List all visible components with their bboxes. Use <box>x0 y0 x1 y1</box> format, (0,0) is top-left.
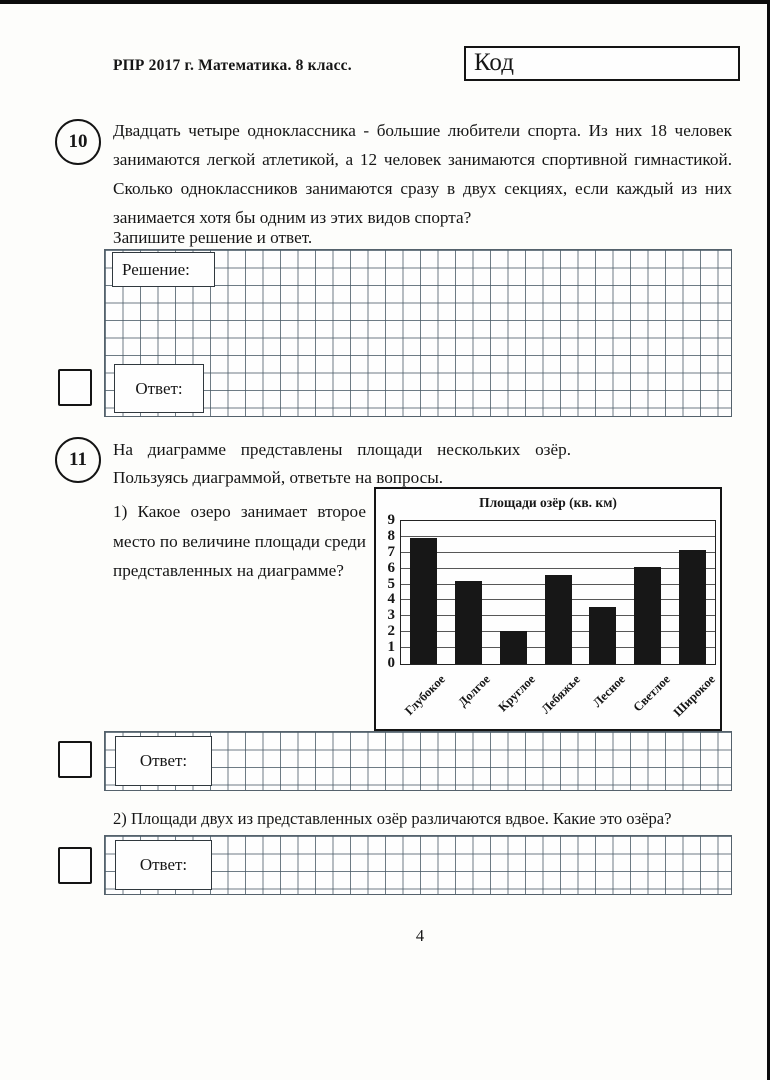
problem-11-answer-2-score-box <box>58 847 92 884</box>
page-number: 4 <box>415 926 425 945</box>
chart-y-tick-label: 6 <box>387 559 395 576</box>
problem-10-score-box <box>58 369 92 406</box>
chart-y-tick-label: 2 <box>387 623 395 640</box>
chart-x-category-label: Лебяжье <box>538 672 583 717</box>
problem-11-answer-2-grid <box>104 835 732 895</box>
problem-10-instruction: Запишите решение и ответ. <box>113 228 313 247</box>
chart-y-tick-label: 3 <box>387 607 395 624</box>
chart-bar <box>634 567 661 664</box>
problem-11-question-2: 2) Площади двух из представленных озёр различаются вдвое. Какие это озёра? <box>113 809 672 828</box>
chart-title: Площади озёр (кв. км) <box>479 495 617 510</box>
chart-y-tick-label: 7 <box>387 543 395 560</box>
chart-gridline <box>401 552 715 553</box>
problem-11-intro: На диаграмме представлены площади нескольких озёр. Пользуясь диаграммой, ответьте на вопросы. <box>113 440 571 487</box>
chart-x-category-label: Глубокое <box>402 672 449 718</box>
answer-label: Ответ: <box>114 364 204 413</box>
solution-label: Решение: <box>112 252 215 287</box>
code-field: Код <box>464 46 740 81</box>
chart-bar <box>500 631 527 664</box>
problem-11-number-badge: 11 <box>55 437 101 483</box>
chart-bar <box>455 581 482 664</box>
problem-10-number-badge: 10 <box>55 119 101 165</box>
chart-bar <box>589 607 616 664</box>
chart-x-category-label: Лесное <box>589 672 628 710</box>
page-header-title: РПР 2017 г. Математика. 8 класс. <box>113 57 352 74</box>
lake-areas-bar-chart <box>374 487 722 731</box>
chart-y-tick-label: 1 <box>387 639 395 656</box>
chart-gridline <box>401 568 715 569</box>
chart-y-tick-label: 0 <box>387 655 395 671</box>
chart-gridline <box>401 536 715 537</box>
chart-x-category-label: Долгое <box>455 672 494 710</box>
problem-10-solution-grid <box>104 249 732 417</box>
problem-11-question-1: 1) Какое озеро занимает второе место по величине площади среди представленных на диаграмме? <box>113 502 366 580</box>
chart-x-category-label: Светлое <box>630 672 673 715</box>
chart-plot-area <box>400 520 716 665</box>
chart-y-tick-label: 8 <box>387 527 395 544</box>
chart-x-category-label: Круглое <box>495 672 539 715</box>
problem-11-answer-1-grid <box>104 731 732 791</box>
chart-canvas <box>376 489 720 729</box>
chart-x-category-label: Широкое <box>670 672 718 720</box>
chart-bar <box>679 550 706 664</box>
chart-y-tick-label: 9 <box>387 512 395 528</box>
chart-y-tick-label: 4 <box>387 591 395 608</box>
chart-bar <box>410 538 437 664</box>
chart-bar <box>545 575 572 664</box>
answer-label: Ответ: <box>115 736 212 786</box>
scan-edge-top <box>0 0 770 4</box>
chart-y-tick-label: 5 <box>387 575 395 592</box>
answer-label: Ответ: <box>115 840 212 890</box>
problem-10-text: Двадцать четыре одноклассника - большие любители спорта. Из них 18 человек занимаются легкой атлетикой, а 12 человек занимаются спортивной гимнастикой. Сколько одноклассников занимаются сразу в двух секциях, если каждый из них занимается хотя бы одним из этих видов спорта? <box>113 121 732 227</box>
problem-11-answer-1-score-box <box>58 741 92 778</box>
